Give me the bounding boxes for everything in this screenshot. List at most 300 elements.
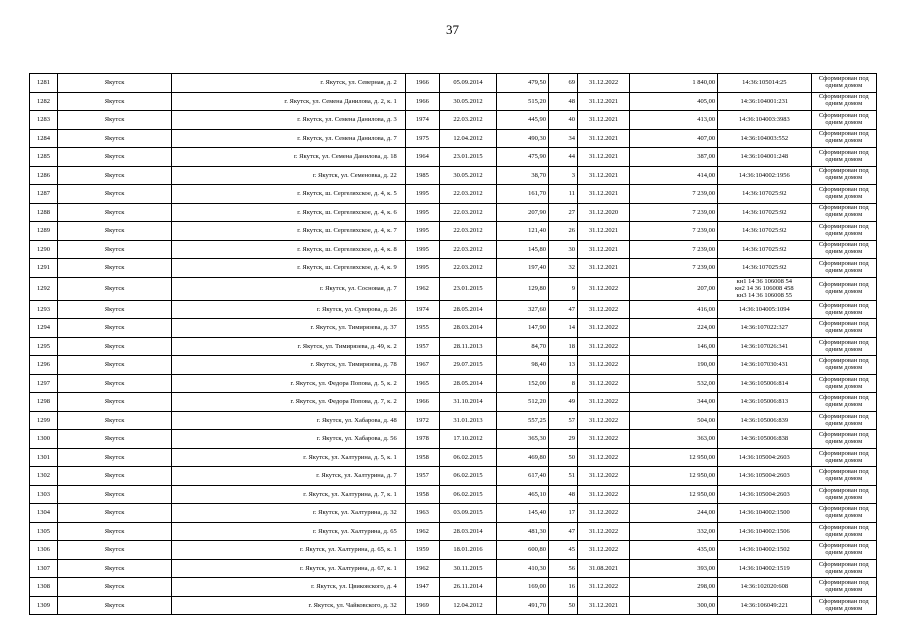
row-number: 1285 <box>30 148 58 167</box>
address-cell: г. Якутск, ул. Суворова, д. 26 <box>172 300 406 319</box>
land-area-cell: 7 239,00 <box>629 259 717 278</box>
row-number: 1290 <box>30 240 58 259</box>
area-cell: 465,10 <box>497 485 549 504</box>
housing-registry-table <box>29 73 877 615</box>
year-built-cell: 1966 <box>405 74 439 93</box>
cadastral-number-cell: 14:36:107025:92 <box>718 259 811 278</box>
year-built-cell: 1969 <box>405 596 439 615</box>
date-cell: 18.01.2016 <box>439 541 496 560</box>
note-cell: Сформирован под одним домом <box>811 374 876 393</box>
year-built-cell: 1957 <box>405 337 439 356</box>
count-cell: 48 <box>548 485 577 504</box>
date-cell: 31.10.2014 <box>439 393 496 412</box>
area-cell: 469,80 <box>497 448 549 467</box>
table-row <box>30 319 877 338</box>
land-area-cell: 407,00 <box>629 129 717 148</box>
land-area-cell: 435,00 <box>629 541 717 560</box>
date-cell: 31.01.2013 <box>439 411 496 430</box>
table-body <box>30 74 877 615</box>
city-cell: Якутск <box>58 148 172 167</box>
count-cell: 29 <box>548 430 577 449</box>
row-number: 1283 <box>30 111 58 130</box>
deadline-cell: 31.12.2022 <box>578 319 630 338</box>
city-cell: Якутск <box>58 74 172 93</box>
count-cell: 16 <box>548 578 577 597</box>
note-cell: Сформирован под одним домом <box>811 559 876 578</box>
cadastral-number-cell: 14:36:105004:2603 <box>718 448 811 467</box>
address-cell: г. Якутск, ул. Сосновая, д. 7 <box>172 277 406 300</box>
address-cell: г. Якутск, ул. Халтурина, д. 65, к. 1 <box>172 541 406 560</box>
land-area-cell: 532,00 <box>629 374 717 393</box>
cadastral-number-cell: 14:36:104002:1956 <box>718 166 811 185</box>
row-number: 1300 <box>30 430 58 449</box>
note-cell: Сформирован под одним домом <box>811 129 876 148</box>
count-cell: 8 <box>548 374 577 393</box>
row-number: 1298 <box>30 393 58 412</box>
note-cell: Сформирован под одним домом <box>811 277 876 300</box>
note-cell: Сформирован под одним домом <box>811 430 876 449</box>
table-row <box>30 92 877 111</box>
land-area-cell: 7 239,00 <box>629 240 717 259</box>
year-built-cell: 1975 <box>405 129 439 148</box>
city-cell: Якутск <box>58 430 172 449</box>
count-cell: 50 <box>548 596 577 615</box>
date-cell: 30.11.2015 <box>439 559 496 578</box>
table-row <box>30 467 877 486</box>
date-cell: 17.10.2012 <box>439 430 496 449</box>
city-cell: Якутск <box>58 374 172 393</box>
city-cell: Якутск <box>58 467 172 486</box>
deadline-cell: 31.12.2022 <box>578 393 630 412</box>
date-cell: 22.03.2012 <box>439 240 496 259</box>
address-cell: г. Якутск, ш. Сергеляхское, д. 4, к. 6 <box>172 203 406 222</box>
note-cell: Сформирован под одним домом <box>811 393 876 412</box>
area-cell: 490,30 <box>497 129 549 148</box>
land-area-cell: 1 840,00 <box>629 74 717 93</box>
city-cell: Якутск <box>58 522 172 541</box>
date-cell: 30.05.2012 <box>439 92 496 111</box>
count-cell: 40 <box>548 111 577 130</box>
row-number: 1308 <box>30 578 58 597</box>
date-cell: 06.02.2015 <box>439 485 496 504</box>
deadline-cell: 31.12.2021 <box>578 129 630 148</box>
deadline-cell: 31.12.2021 <box>578 148 630 167</box>
cadastral-number-cell: 14:36:105006:813 <box>718 393 811 412</box>
year-built-cell: 1974 <box>405 300 439 319</box>
count-cell: 27 <box>548 203 577 222</box>
count-cell: 45 <box>548 541 577 560</box>
date-cell: 28.05.2014 <box>439 374 496 393</box>
table-row <box>30 277 877 300</box>
table-row <box>30 203 877 222</box>
count-cell: 26 <box>548 222 577 241</box>
land-area-cell: 332,00 <box>629 522 717 541</box>
area-cell: 515,20 <box>497 92 549 111</box>
cadastral-number-cell: 14:36:105006:838 <box>718 430 811 449</box>
city-cell: Якутск <box>58 393 172 412</box>
cadastral-number-cell: 14:36:104001:231 <box>718 92 811 111</box>
city-cell: Якутск <box>58 541 172 560</box>
cadastral-number-cell: 14:36:107025:92 <box>718 203 811 222</box>
area-cell: 152,00 <box>497 374 549 393</box>
note-cell: Сформирован под одним домом <box>811 240 876 259</box>
deadline-cell: 31.12.2022 <box>578 448 630 467</box>
row-number: 1305 <box>30 522 58 541</box>
deadline-cell: 31.12.2022 <box>578 578 630 597</box>
city-cell: Якутск <box>58 578 172 597</box>
year-built-cell: 1963 <box>405 504 439 523</box>
date-cell: 22.03.2012 <box>439 111 496 130</box>
city-cell: Якутск <box>58 485 172 504</box>
count-cell: 30 <box>548 240 577 259</box>
row-number: 1302 <box>30 467 58 486</box>
land-area-cell: 7 239,00 <box>629 203 717 222</box>
row-number: 1281 <box>30 74 58 93</box>
address-cell: г. Якутск, ш. Сергеляхское, д. 4, к. 9 <box>172 259 406 278</box>
land-area-cell: 244,00 <box>629 504 717 523</box>
date-cell: 23.01.2015 <box>439 148 496 167</box>
city-cell: Якутск <box>58 448 172 467</box>
date-cell: 03.09.2015 <box>439 504 496 523</box>
year-built-cell: 1995 <box>405 203 439 222</box>
date-cell: 22.03.2012 <box>439 222 496 241</box>
deadline-cell: 31.12.2020 <box>578 203 630 222</box>
area-cell: 121,40 <box>497 222 549 241</box>
count-cell: 48 <box>548 92 577 111</box>
address-cell: г. Якутск, ш. Сергеляхское, д. 4, к. 8 <box>172 240 406 259</box>
year-built-cell: 1967 <box>405 356 439 375</box>
land-area-cell: 12 950,00 <box>629 485 717 504</box>
deadline-cell: 31.12.2021 <box>578 92 630 111</box>
date-cell: 22.03.2012 <box>439 185 496 204</box>
land-area-cell: 344,00 <box>629 393 717 412</box>
table-row <box>30 337 877 356</box>
year-built-cell: 1962 <box>405 522 439 541</box>
area-cell: 161,70 <box>497 185 549 204</box>
count-cell: 13 <box>548 356 577 375</box>
area-cell: 479,50 <box>497 74 549 93</box>
table-row <box>30 559 877 578</box>
land-area-cell: 414,00 <box>629 166 717 185</box>
deadline-cell: 31.12.2022 <box>578 277 630 300</box>
note-cell: Сформирован под одним домом <box>811 411 876 430</box>
land-area-cell: 190,00 <box>629 356 717 375</box>
date-cell: 29.07.2015 <box>439 356 496 375</box>
deadline-cell: 31.12.2022 <box>578 430 630 449</box>
year-built-cell: 1965 <box>405 374 439 393</box>
date-cell: 28.03.2014 <box>439 319 496 338</box>
city-cell: Якутск <box>58 129 172 148</box>
cadastral-number-cell: 14:36:107025:92 <box>718 240 811 259</box>
table-row <box>30 541 877 560</box>
year-built-cell: 1966 <box>405 92 439 111</box>
city-cell: Якутск <box>58 504 172 523</box>
land-area-cell: 12 950,00 <box>629 448 717 467</box>
address-cell: г. Якутск, ул. Халтурина, д. 7 <box>172 467 406 486</box>
city-cell: Якутск <box>58 319 172 338</box>
date-cell: 22.03.2012 <box>439 259 496 278</box>
note-cell: Сформирован под одним домом <box>811 148 876 167</box>
table-row <box>30 74 877 93</box>
land-area-cell: 416,00 <box>629 300 717 319</box>
city-cell: Якутск <box>58 166 172 185</box>
note-cell: Сформирован под одним домом <box>811 222 876 241</box>
cadastral-number-cell: 14:36:107030:431 <box>718 356 811 375</box>
row-number: 1306 <box>30 541 58 560</box>
count-cell: 47 <box>548 300 577 319</box>
year-built-cell: 1985 <box>405 166 439 185</box>
city-cell: Якутск <box>58 185 172 204</box>
row-number: 1293 <box>30 300 58 319</box>
land-area-cell: 413,00 <box>629 111 717 130</box>
address-cell: г. Якутск, ул. Тимирязева, д. 49, к. 2 <box>172 337 406 356</box>
year-built-cell: 1995 <box>405 240 439 259</box>
date-cell: 12.04.2012 <box>439 596 496 615</box>
note-cell: Сформирован под одним домом <box>811 448 876 467</box>
deadline-cell: 31.12.2022 <box>578 337 630 356</box>
row-number: 1301 <box>30 448 58 467</box>
city-cell: Якутск <box>58 240 172 259</box>
address-cell: г. Якутск, ул. Халтурина, д. 7, к. 1 <box>172 485 406 504</box>
address-cell: г. Якутск, ул. Тимирязева, д. 78 <box>172 356 406 375</box>
area-cell: 145,80 <box>497 240 549 259</box>
row-number: 1309 <box>30 596 58 615</box>
year-built-cell: 1958 <box>405 485 439 504</box>
table-row <box>30 185 877 204</box>
address-cell: г. Якутск, ул. Тимирязева, д. 37 <box>172 319 406 338</box>
table-row <box>30 222 877 241</box>
address-cell: г. Якутск, ул. Хабарова, д. 48 <box>172 411 406 430</box>
city-cell: Якутск <box>58 277 172 300</box>
address-cell: г. Якутск, ул. Халтурина, д. 5, к. 1 <box>172 448 406 467</box>
deadline-cell: 31.12.2022 <box>578 504 630 523</box>
deadline-cell: 31.12.2022 <box>578 356 630 375</box>
area-cell: 410,30 <box>497 559 549 578</box>
note-cell: Сформирован под одним домом <box>811 467 876 486</box>
note-cell: Сформирован под одним домом <box>811 300 876 319</box>
date-cell: 26.11.2014 <box>439 578 496 597</box>
count-cell: 47 <box>548 522 577 541</box>
cadastral-number-cell: 14:36:106049:221 <box>718 596 811 615</box>
address-cell: г. Якутск, ул. Семеновка, д. 22 <box>172 166 406 185</box>
address-cell: г. Якутск, ул. Цвиковского, д. 4 <box>172 578 406 597</box>
table-row <box>30 522 877 541</box>
deadline-cell: 31.12.2021 <box>578 596 630 615</box>
cadastral-number-cell: 14:36:104003:3983 <box>718 111 811 130</box>
note-cell: Сформирован под одним домом <box>811 522 876 541</box>
row-number: 1292 <box>30 277 58 300</box>
cadastral-number-cell: 14:36:104002:1506 <box>718 522 811 541</box>
row-number: 1294 <box>30 319 58 338</box>
note-cell: Сформирован под одним домом <box>811 111 876 130</box>
area-cell: 491,70 <box>497 596 549 615</box>
count-cell: 56 <box>548 559 577 578</box>
count-cell: 11 <box>548 185 577 204</box>
date-cell: 22.03.2012 <box>439 203 496 222</box>
note-cell: Сформирован под одним домом <box>811 596 876 615</box>
city-cell: Якутск <box>58 300 172 319</box>
cadastral-number-cell: 14:36:105006:814 <box>718 374 811 393</box>
address-cell: г. Якутск, ул. Федора Попова, д. 5, к. 2 <box>172 374 406 393</box>
cadastral-number-cell: 14:36:104001:248 <box>718 148 811 167</box>
cadastral-number-cell: 14:36:105006:839 <box>718 411 811 430</box>
cadastral-number-cell: 14:36:107025:92 <box>718 222 811 241</box>
count-cell: 57 <box>548 411 577 430</box>
year-built-cell: 1966 <box>405 393 439 412</box>
table-row <box>30 393 877 412</box>
count-cell: 3 <box>548 166 577 185</box>
count-cell: 32 <box>548 259 577 278</box>
deadline-cell: 31.12.2021 <box>578 240 630 259</box>
table-row <box>30 430 877 449</box>
count-cell: 51 <box>548 467 577 486</box>
area-cell: 84,70 <box>497 337 549 356</box>
row-number: 1304 <box>30 504 58 523</box>
year-built-cell: 1958 <box>405 448 439 467</box>
land-area-cell: 363,00 <box>629 430 717 449</box>
table-row <box>30 240 877 259</box>
year-built-cell: 1972 <box>405 411 439 430</box>
cadastral-number-cell: 14:36:105004:2603 <box>718 467 811 486</box>
deadline-cell: 31.12.2022 <box>578 485 630 504</box>
deadline-cell: 31.08.2021 <box>578 559 630 578</box>
year-built-cell: 1978 <box>405 430 439 449</box>
note-cell: Сформирован под одним домом <box>811 485 876 504</box>
note-cell: Сформирован под одним домом <box>811 541 876 560</box>
area-cell: 197,40 <box>497 259 549 278</box>
note-cell: Сформирован под одним домом <box>811 319 876 338</box>
table-row <box>30 485 877 504</box>
table-row <box>30 596 877 615</box>
date-cell: 05.09.2014 <box>439 74 496 93</box>
city-cell: Якутск <box>58 92 172 111</box>
table-row <box>30 300 877 319</box>
note-cell: Сформирован под одним домом <box>811 259 876 278</box>
table-row <box>30 504 877 523</box>
row-number: 1288 <box>30 203 58 222</box>
cadastral-number-cell: 14:36:107025:92 <box>718 185 811 204</box>
deadline-cell: 31.12.2021 <box>578 222 630 241</box>
count-cell: 44 <box>548 148 577 167</box>
deadline-cell: 31.12.2022 <box>578 74 630 93</box>
area-cell: 445,90 <box>497 111 549 130</box>
row-number: 1286 <box>30 166 58 185</box>
date-cell: 30.05.2012 <box>439 166 496 185</box>
area-cell: 617,40 <box>497 467 549 486</box>
deadline-cell: 31.12.2022 <box>578 541 630 560</box>
cadastral-number-cell: кн1 14 36 106008 54 кн2 14 36 106008 458 кн3 14 36 106008 55 <box>718 277 811 300</box>
city-cell: Якутск <box>58 222 172 241</box>
area-cell: 327,60 <box>497 300 549 319</box>
row-number: 1299 <box>30 411 58 430</box>
date-cell: 06.02.2015 <box>439 448 496 467</box>
count-cell: 50 <box>548 448 577 467</box>
year-built-cell: 1962 <box>405 277 439 300</box>
land-area-cell: 300,00 <box>629 596 717 615</box>
deadline-cell: 31.12.2022 <box>578 411 630 430</box>
year-built-cell: 1964 <box>405 148 439 167</box>
count-cell: 34 <box>548 129 577 148</box>
table-row <box>30 166 877 185</box>
year-built-cell: 1959 <box>405 541 439 560</box>
cadastral-number-cell: 14:36:104002:1519 <box>718 559 811 578</box>
city-cell: Якутск <box>58 559 172 578</box>
row-number: 1291 <box>30 259 58 278</box>
table-row <box>30 259 877 278</box>
address-cell: г. Якутск, ул. Семена Данилова, д. 3 <box>172 111 406 130</box>
note-cell: Сформирован под одним домом <box>811 166 876 185</box>
year-built-cell: 1947 <box>405 578 439 597</box>
year-built-cell: 1974 <box>405 111 439 130</box>
city-cell: Якутск <box>58 337 172 356</box>
row-number: 1297 <box>30 374 58 393</box>
area-cell: 169,00 <box>497 578 549 597</box>
row-number: 1287 <box>30 185 58 204</box>
area-cell: 207,90 <box>497 203 549 222</box>
date-cell: 28.03.2014 <box>439 522 496 541</box>
city-cell: Якутск <box>58 411 172 430</box>
area-cell: 557,25 <box>497 411 549 430</box>
land-area-cell: 207,00 <box>629 277 717 300</box>
cadastral-number-cell: 14:36:104005:1094 <box>718 300 811 319</box>
note-cell: Сформирован под одним домом <box>811 74 876 93</box>
address-cell: г. Якутск, ул. Хабарова, д. 56 <box>172 430 406 449</box>
count-cell: 9 <box>548 277 577 300</box>
count-cell: 69 <box>548 74 577 93</box>
note-cell: Сформирован под одним домом <box>811 356 876 375</box>
count-cell: 14 <box>548 319 577 338</box>
table-row <box>30 374 877 393</box>
area-cell: 147,90 <box>497 319 549 338</box>
cadastral-number-cell: 14:36:105014:25 <box>718 74 811 93</box>
cadastral-number-cell: 14:36:104002:1502 <box>718 541 811 560</box>
cadastral-number-cell: 14:36:102020:608 <box>718 578 811 597</box>
land-area-cell: 224,00 <box>629 319 717 338</box>
deadline-cell: 31.12.2022 <box>578 522 630 541</box>
area-cell: 365,30 <box>497 430 549 449</box>
address-cell: г. Якутск, ул. Халтурина, д. 65 <box>172 522 406 541</box>
land-area-cell: 12 950,00 <box>629 467 717 486</box>
note-cell: Сформирован под одним домом <box>811 337 876 356</box>
cadastral-number-cell: 14:36:104003:552 <box>718 129 811 148</box>
date-cell: 06.02.2015 <box>439 467 496 486</box>
deadline-cell: 31.12.2022 <box>578 467 630 486</box>
row-number: 1296 <box>30 356 58 375</box>
area-cell: 475,90 <box>497 148 549 167</box>
area-cell: 38,70 <box>497 166 549 185</box>
address-cell: г. Якутск, ш. Сергеляхское, д. 4, к. 5 <box>172 185 406 204</box>
deadline-cell: 31.12.2022 <box>578 300 630 319</box>
cadastral-number-cell: 14:36:105004:2603 <box>718 485 811 504</box>
cadastral-number-cell: 14:36:107022:327 <box>718 319 811 338</box>
table-row <box>30 129 877 148</box>
page-number: 37 <box>446 22 459 37</box>
note-cell: Сформирован под одним домом <box>811 92 876 111</box>
table-row <box>30 111 877 130</box>
row-number: 1303 <box>30 485 58 504</box>
year-built-cell: 1955 <box>405 319 439 338</box>
address-cell: г. Якутск, ул. Чайковского, д. 32 <box>172 596 406 615</box>
table-row <box>30 148 877 167</box>
land-area-cell: 298,00 <box>629 578 717 597</box>
count-cell: 17 <box>548 504 577 523</box>
address-cell: г. Якутск, ул. Семена Данилова, д. 18 <box>172 148 406 167</box>
area-cell: 98,40 <box>497 356 549 375</box>
row-number: 1307 <box>30 559 58 578</box>
count-cell: 18 <box>548 337 577 356</box>
land-area-cell: 7 239,00 <box>629 222 717 241</box>
note-cell: Сформирован под одним домом <box>811 185 876 204</box>
